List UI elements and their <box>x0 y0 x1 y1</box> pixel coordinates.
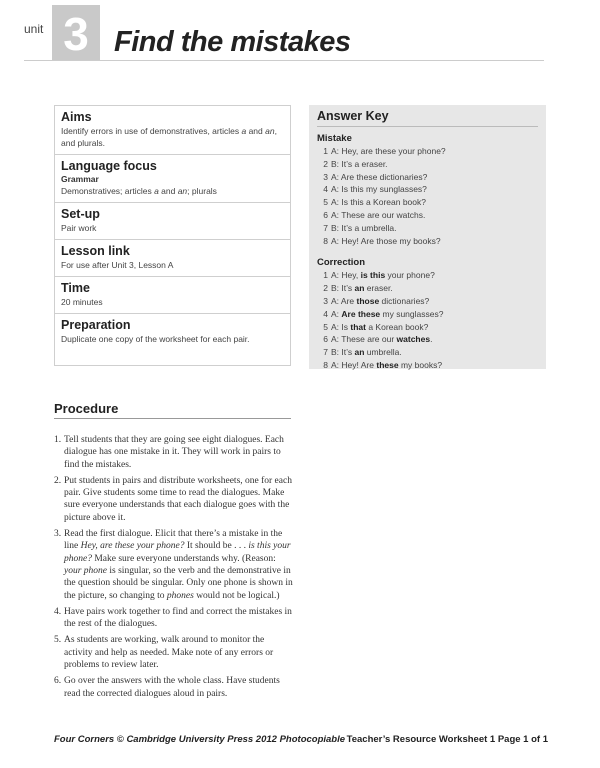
procedure-step-number: 5. <box>54 635 62 646</box>
info-section-text <box>61 333 284 345</box>
text-run: . <box>430 334 433 345</box>
answer-key-title: Answer Key <box>317 109 538 127</box>
info-section-text <box>61 259 284 271</box>
procedure-step-number: 3. <box>54 529 62 540</box>
text-run: a Korean book? <box>365 321 429 332</box>
answer-row-number: 8 <box>323 359 328 370</box>
procedure-step-number: 2. <box>54 475 62 486</box>
answer-row <box>317 346 538 359</box>
answer-row <box>317 196 538 209</box>
procedure-list <box>54 434 294 704</box>
info-section-heading: Lesson link <box>61 244 130 258</box>
text-run: Identify errors in use of demonstratives, articles <box>61 126 242 136</box>
info-section-time <box>55 277 290 314</box>
info-section-set-up <box>55 203 290 240</box>
answer-row <box>317 295 538 308</box>
procedure-step-text <box>64 434 294 471</box>
text-run: an <box>354 347 365 358</box>
text-run: It should be . . . <box>184 541 249 552</box>
text-run: B: It’s <box>331 283 355 294</box>
answer-row <box>317 282 538 295</box>
text-run: A: Is this a Korean book? <box>331 197 426 208</box>
text-run: your phone <box>64 565 108 576</box>
answer-row <box>317 321 538 334</box>
text-run: eraser. <box>364 283 393 294</box>
info-section-heading: Language focus <box>61 159 157 173</box>
answer-row <box>317 333 538 346</box>
text-run: Demonstratives; articles <box>61 186 155 196</box>
info-section-text <box>61 296 284 308</box>
text-run: A: Is this my sunglasses? <box>331 184 427 195</box>
text-run: Are these <box>341 308 381 319</box>
procedure-step-text <box>64 675 294 700</box>
text-run: is this <box>360 270 386 281</box>
info-section-heading: Set-up <box>61 207 100 221</box>
text-run: ; plurals <box>187 186 217 196</box>
info-section-text <box>61 125 284 149</box>
answer-row-number: 1 <box>323 270 328 281</box>
answer-row-number: 5 <box>323 197 328 208</box>
text-run: B: It’s <box>331 347 355 358</box>
text-run: those <box>356 295 380 306</box>
text-run: Duplicate one copy of the worksheet for each pair. <box>61 334 250 344</box>
text-run: an <box>354 283 365 294</box>
text-run: these <box>376 359 399 370</box>
text-run: your phone? <box>385 270 435 281</box>
answer-row <box>317 269 538 282</box>
procedure-divider <box>54 418 291 419</box>
answer-row <box>317 145 538 158</box>
answer-row <box>317 171 538 184</box>
text-run: my books? <box>398 359 443 370</box>
procedure-step-number: 1. <box>54 435 62 445</box>
answer-row-number: 6 <box>323 209 328 220</box>
answer-row-number: 7 <box>323 222 328 233</box>
text-run: watches <box>396 334 431 345</box>
footer-page-info: Teacher’s Resource Worksheet 1 Page 1 of 1 <box>346 734 548 745</box>
text-run: would not be logical.) <box>193 590 280 601</box>
info-section-aims <box>55 106 290 155</box>
procedure-step <box>54 606 294 631</box>
page-title: Find the mistakes <box>114 26 351 58</box>
text-run: is singular, so the verb and the demonstrative in the question should be singular. Only one phone is shown in the picture, so changing to <box>64 565 293 601</box>
text-run: , and plurals. <box>61 126 277 148</box>
answer-row-number: 3 <box>323 171 328 182</box>
text-run: A: These are our <box>331 334 397 345</box>
procedure-step-number: 6. <box>54 676 62 687</box>
info-section-preparation <box>55 314 290 350</box>
answer-key-box <box>309 105 546 369</box>
procedure-step <box>54 434 294 471</box>
answer-row-number: 2 <box>323 283 328 294</box>
text-run: and <box>246 126 266 136</box>
text-run: Pair work <box>61 223 97 233</box>
title-divider <box>24 60 544 61</box>
info-section-subheading: Grammar <box>61 174 99 184</box>
text-run: that <box>350 321 366 332</box>
procedure-step <box>54 528 294 602</box>
text-run: As students are working, walk around to monitor the activity and help as needed. Make note of any errors or problems to review later. <box>64 635 274 671</box>
mistake-heading: Mistake <box>317 133 352 144</box>
text-run: A: These are our watchs. <box>331 209 426 220</box>
answer-row <box>317 235 538 248</box>
info-section-text <box>61 185 284 197</box>
unit-label: unit <box>24 22 44 36</box>
footer-copyright: Four Corners © Cambridge University Press 2012 Photocopiable <box>54 734 346 745</box>
answer-row <box>317 308 538 321</box>
procedure-step <box>54 634 294 671</box>
text-run: phones <box>166 590 194 601</box>
text-run: Hey, are these your phone? <box>80 541 185 552</box>
text-run: is this your phone? <box>64 541 291 564</box>
text-run: Make sure everyone understands why. (Reason: <box>91 553 276 564</box>
procedure-step-text <box>64 475 294 524</box>
text-run: A: Hey! Are <box>331 359 377 370</box>
text-run: B: It’s a eraser. <box>331 158 388 169</box>
answer-row <box>317 183 538 196</box>
text-run: a <box>241 126 247 136</box>
correction-list <box>317 269 538 371</box>
text-run: Read the first dialogue. Elicit that there’s a mistake in the line <box>64 529 283 552</box>
procedure-step-text <box>64 634 294 671</box>
unit-number-badge: 3 <box>52 5 100 61</box>
text-run: For use after Unit 3, Lesson A <box>61 260 174 270</box>
text-run: A: Are these dictionaries? <box>331 171 428 182</box>
answer-row <box>317 222 538 235</box>
info-section-lesson-link <box>55 240 290 277</box>
text-run: A: Hey, <box>331 270 361 281</box>
info-section-heading: Preparation <box>61 318 131 332</box>
answer-row <box>317 158 538 171</box>
text-run: 20 minutes <box>61 297 103 307</box>
answer-row-number: 2 <box>323 158 328 169</box>
procedure-step-text <box>64 606 294 631</box>
text-run: Go over the answers with the whole class. Have students read the corrected dialogues aloud in pairs. <box>64 676 280 699</box>
text-run: my sunglasses? <box>380 308 444 319</box>
info-section-text <box>61 222 284 234</box>
text-run: an <box>177 186 188 196</box>
text-run: A: Hey! Are those my books? <box>331 235 441 246</box>
procedure-step-text <box>64 528 294 602</box>
text-run: and <box>158 186 178 196</box>
text-run: a <box>154 186 159 196</box>
answer-row-number: 4 <box>323 308 328 319</box>
answer-row <box>317 209 538 222</box>
text-run: umbrella. <box>364 347 402 358</box>
lesson-info-box <box>54 105 291 366</box>
answer-row-number: 8 <box>323 235 328 246</box>
answer-row-number: 3 <box>323 295 328 306</box>
text-run: A: <box>331 308 342 319</box>
answer-row <box>317 359 538 372</box>
text-run: A: Is <box>331 321 351 332</box>
answer-row-number: 4 <box>323 184 328 195</box>
info-section-heading: Time <box>61 281 90 295</box>
answer-row-number: 1 <box>323 146 328 156</box>
info-section-heading: Aims <box>61 110 92 124</box>
procedure-step-number: 4. <box>54 606 62 617</box>
text-run: dictionaries? <box>379 295 430 306</box>
procedure-heading: Procedure <box>54 401 119 416</box>
text-run: A: Hey, are these your phone? <box>331 146 446 156</box>
procedure-step <box>54 475 294 524</box>
mistake-list <box>317 145 538 247</box>
text-run: Put students in pairs and distribute worksheets, one for each pair. Give students some time to read the dialogues. Make sure everyone understands that each dialogue goes with the picture above it. <box>64 475 292 523</box>
answer-row-number: 5 <box>323 321 328 332</box>
text-run: Tell students that they are going see eight dialogues. Each dialogue has one mistake in it. They will work in pairs to find the mistakes. <box>64 435 284 470</box>
procedure-step <box>54 675 294 700</box>
info-section-language-focus <box>55 155 290 203</box>
correction-heading: Correction <box>317 257 366 269</box>
answer-row-number: 7 <box>323 347 328 358</box>
text-run: B: It’s a umbrella. <box>331 222 397 233</box>
text-run: A: Are <box>331 295 357 306</box>
text-run: Have pairs work together to find and correct the mistakes in the rest of the dialogues. <box>64 606 292 630</box>
answer-row-number: 6 <box>323 334 328 345</box>
text-run: an <box>265 126 275 136</box>
